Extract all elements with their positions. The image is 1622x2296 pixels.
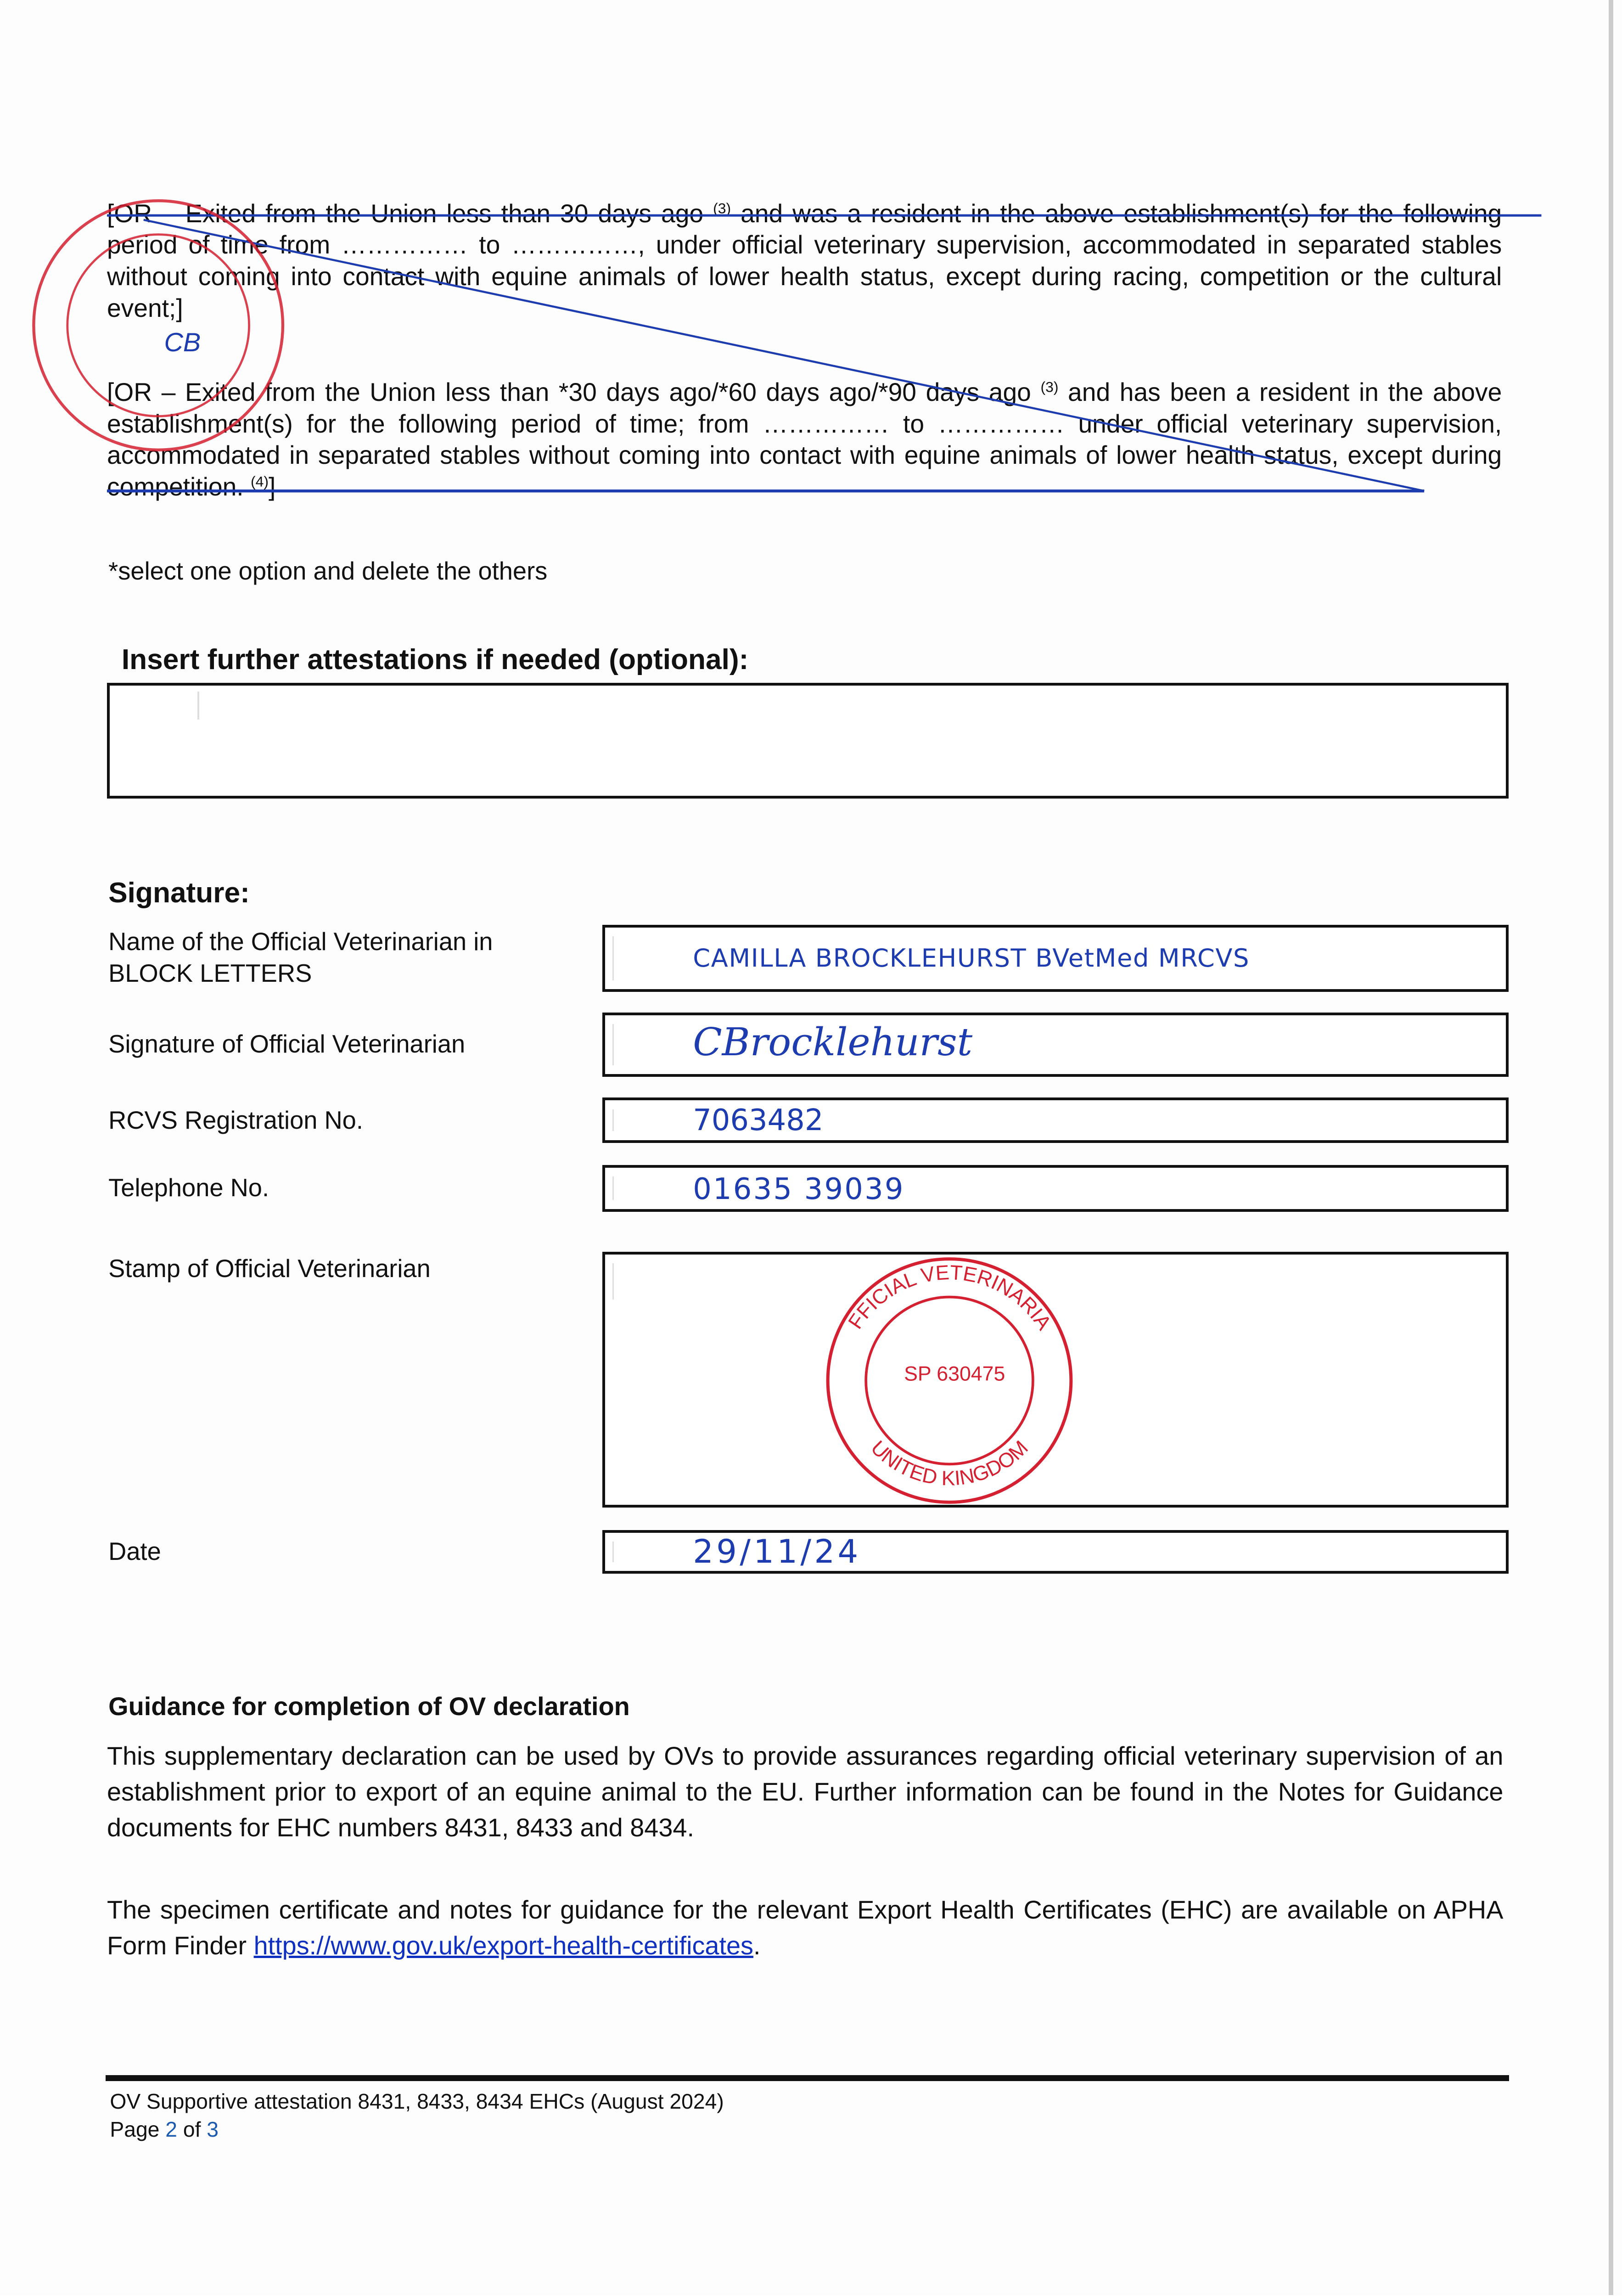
guidance-text: The specimen certificate and notes for guidance for the relevant Export Health Certificates (EHC) are available on APHA Form Finder [107, 1895, 1504, 1960]
telephone-value: 01635 39039 [693, 1172, 905, 1206]
initials-mark: CB [164, 327, 201, 357]
signature-value: CBrocklehurst [693, 1019, 973, 1064]
strikethrough-marks [0, 0, 1622, 586]
page-total: 3 [207, 2117, 219, 2141]
signature-field[interactable] [602, 1013, 1509, 1077]
footer-title: OV Supportive attestation 8431, 8433, 8434 EHCs (August 2024) [110, 2089, 724, 2113]
export-health-certificates-link[interactable]: https://www.gov.uk/export-health-certificates [253, 1931, 753, 1960]
footnote-ref: (4) [250, 473, 269, 490]
stamp-bottom-text: UNITED KINGDOM [866, 1436, 1033, 1490]
guidance-heading: Guidance for completion of OV declaration [108, 1691, 630, 1721]
page-of: of [177, 2117, 207, 2141]
guidance-paragraph-1: This supplementary declaration can be used by OVs to provide assurances regarding official veterinary supervision of an establishment prior to export of an equine animal to the EU. Further information can be found in the Notes for Guidance documents for EHC numbers 8431, 8433 and 8434. [107, 1741, 1504, 1842]
svg-text:OFFICIAL VETERINARIAN [597, 1237, 1055, 1334]
signature-heading: Signature: [108, 877, 250, 909]
rcvs-field[interactable] [602, 1097, 1509, 1142]
name-field[interactable] [602, 925, 1509, 992]
signature-label: Signature of Official Veterinarian [108, 1030, 466, 1058]
guidance-paragraph-2 [107, 1892, 1503, 1964]
page-prefix: Page [110, 2117, 166, 2141]
option-b-text: [OR – Exited from the Union less than *30 days ago/*60 days ago/*90 days ago [107, 378, 1041, 407]
rcvs-label: RCVS Registration No. [108, 1107, 363, 1135]
option-a-text-rest: and was a resident in the above establishment(s) for the following period of time from …………… to ……………, under official veterinary supervision, accommodated in separated stables without coming into contact with equine animals of lower health status, except during racing, competition or the cultural event;] [107, 199, 1502, 322]
date-field[interactable] [602, 1530, 1509, 1574]
date-value: 29/11/24 [693, 1532, 861, 1570]
footnote-ref: (3) [713, 200, 731, 217]
name-label: Name of the Official Veterinarian in BLOCK LETTERS [108, 928, 493, 987]
footnote-ref: (3) [1040, 378, 1059, 395]
guidance-period: . [753, 1931, 761, 1960]
select-note: *select one option and delete the others [108, 557, 548, 585]
official-stamp [597, 1236, 1506, 1505]
rcvs-value: 7063482 [693, 1103, 824, 1137]
further-attestations-heading: Insert further attestations if needed (optional): [121, 644, 749, 676]
page-number [110, 2116, 219, 2143]
further-attestations-field[interactable] [107, 683, 1509, 798]
page-current: 2 [165, 2117, 177, 2141]
option-b-text-rest: and has been a resident in the above establishment(s) for the following period of time; from …………… to …………… under official veterinary supervision, accommodated in separated stables without coming into contact with equine animals of lower health status, except during competition. [107, 378, 1502, 501]
footer-divider [106, 2075, 1509, 2081]
date-label: Date [108, 1537, 161, 1565]
stamp-field[interactable] [597, 1236, 1509, 1508]
name-value: CAMILLA BROCKLEHURST BVetMed MRCVS [693, 943, 1250, 973]
strike-line-diagonal [144, 220, 1424, 491]
telephone-field[interactable] [602, 1165, 1509, 1211]
option-a-text: [OR – Exited from the Union less than 30 days ago [107, 199, 713, 228]
stamp-number: SP 630475 [904, 1362, 1005, 1385]
option-b-bracket: ] [268, 473, 276, 501]
stamp-top-text: OFFICIAL VETERINARIAN [597, 1236, 1055, 1334]
stamp-label: Stamp of Official Veterinarian [108, 1255, 431, 1283]
telephone-label: Telephone No. [108, 1174, 269, 1202]
official-stamp-small [34, 201, 283, 450]
